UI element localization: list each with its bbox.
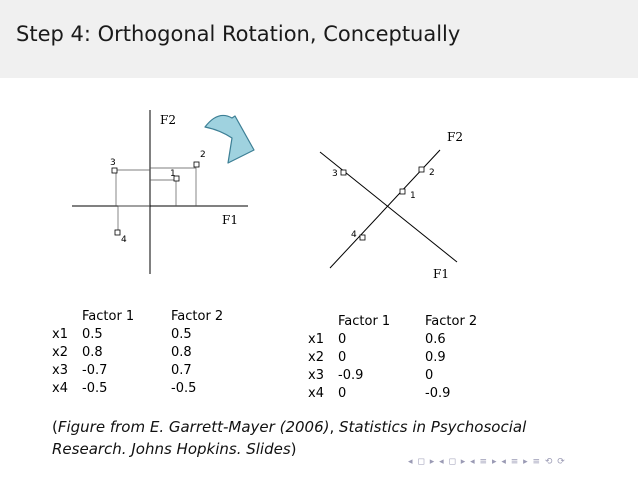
table-row xyxy=(308,367,505,385)
right-point-1 xyxy=(400,189,405,194)
right-f2-label: F2 xyxy=(447,130,463,144)
right-point-3 xyxy=(341,170,346,175)
cell-factor-1: -0.7 xyxy=(82,363,108,378)
left-point-label-1: 1 xyxy=(170,169,176,179)
cell-factor-1: -0.5 xyxy=(82,381,108,396)
cell-factor-2: 0.8 xyxy=(171,345,192,360)
cell-factor-1: 0.8 xyxy=(82,345,103,360)
rotated-loadings-table xyxy=(308,313,505,403)
left-point-label-4: 4 xyxy=(121,235,127,245)
cell-factor-1: 0.5 xyxy=(82,327,103,342)
cell-factor-2: -0.5 xyxy=(171,381,197,396)
rotation-arrow-icon xyxy=(205,115,254,163)
cell-factor-1: 0 xyxy=(338,386,347,401)
table-row xyxy=(308,331,505,349)
right-point-label-1: 1 xyxy=(410,191,416,201)
header-factor-1: Factor 1 xyxy=(338,314,391,329)
left-point-4 xyxy=(115,230,120,235)
table-header-row xyxy=(52,308,251,326)
right-point-label-3: 3 xyxy=(332,169,338,179)
right-point-label-4: 4 xyxy=(351,230,357,240)
cell-factor-2: 0.5 xyxy=(171,327,192,342)
beamer-navigation-icons[interactable]: ◂ ◻ ▸ ◂ ◻ ▸ ◂ ≡ ▸ ◂ ≡ ▸ ≡ ⟲ ⟳ xyxy=(408,457,566,467)
table-row xyxy=(52,326,251,344)
header-factor-2: Factor 2 xyxy=(425,314,478,329)
citation-comma: , xyxy=(329,418,340,436)
left-point-3 xyxy=(112,168,117,173)
right-f1-axis xyxy=(320,152,457,262)
table-header-row xyxy=(308,313,505,331)
row-label: x1 xyxy=(308,332,324,347)
header-factor-1: Factor 1 xyxy=(82,309,135,324)
cell-factor-2: 0.9 xyxy=(425,350,446,365)
cell-factor-1: -0.9 xyxy=(338,368,364,383)
header-cell xyxy=(308,313,338,331)
cell-factor-2: -0.9 xyxy=(425,386,451,401)
right-point-4 xyxy=(360,235,365,240)
right-point-label-2: 2 xyxy=(429,168,435,178)
citation-open-paren: ( xyxy=(52,418,58,436)
right-point-2 xyxy=(419,167,424,172)
row-label: x4 xyxy=(308,386,324,401)
cell-factor-2: 0 xyxy=(425,368,434,383)
table-row xyxy=(52,362,251,380)
table-row xyxy=(52,380,251,398)
row-label: x3 xyxy=(308,368,324,383)
left-f1-label: F1 xyxy=(222,213,238,227)
right-f1-label: F1 xyxy=(433,267,449,281)
left-point-label-3: 3 xyxy=(110,158,116,168)
row-label: x3 xyxy=(52,363,68,378)
table-row xyxy=(308,349,505,367)
table-row xyxy=(52,344,251,362)
row-label: x2 xyxy=(308,350,324,365)
slide-title: Step 4: Orthogonal Rotation, Conceptually xyxy=(16,22,461,46)
cell-factor-1: 0 xyxy=(338,332,347,347)
citation-close-paren: ) xyxy=(290,440,297,458)
left-projection-lines xyxy=(116,168,196,232)
left-point-label-2: 2 xyxy=(200,150,206,160)
row-label: x1 xyxy=(52,327,68,342)
header-cell xyxy=(52,308,82,326)
row-label: x4 xyxy=(52,381,68,396)
left-plot xyxy=(72,110,248,274)
left-point-2 xyxy=(194,162,199,167)
table-row xyxy=(308,385,505,403)
cell-factor-2: 0.6 xyxy=(425,332,446,347)
right-plot xyxy=(320,130,463,281)
unrotated-loadings-table xyxy=(52,308,251,398)
left-f2-label: F2 xyxy=(160,113,176,127)
citation-course: Statistics in Psychosocial Research. Johns Hopkins. Slides xyxy=(52,418,527,458)
cell-factor-2: 0.7 xyxy=(171,363,192,378)
header-factor-2: Factor 2 xyxy=(171,309,224,324)
citation-source: Figure from E. Garrett-Mayer (2006) xyxy=(57,418,330,436)
figure-citation xyxy=(52,416,592,460)
row-label: x2 xyxy=(52,345,68,360)
cell-factor-1: 0 xyxy=(338,350,347,365)
